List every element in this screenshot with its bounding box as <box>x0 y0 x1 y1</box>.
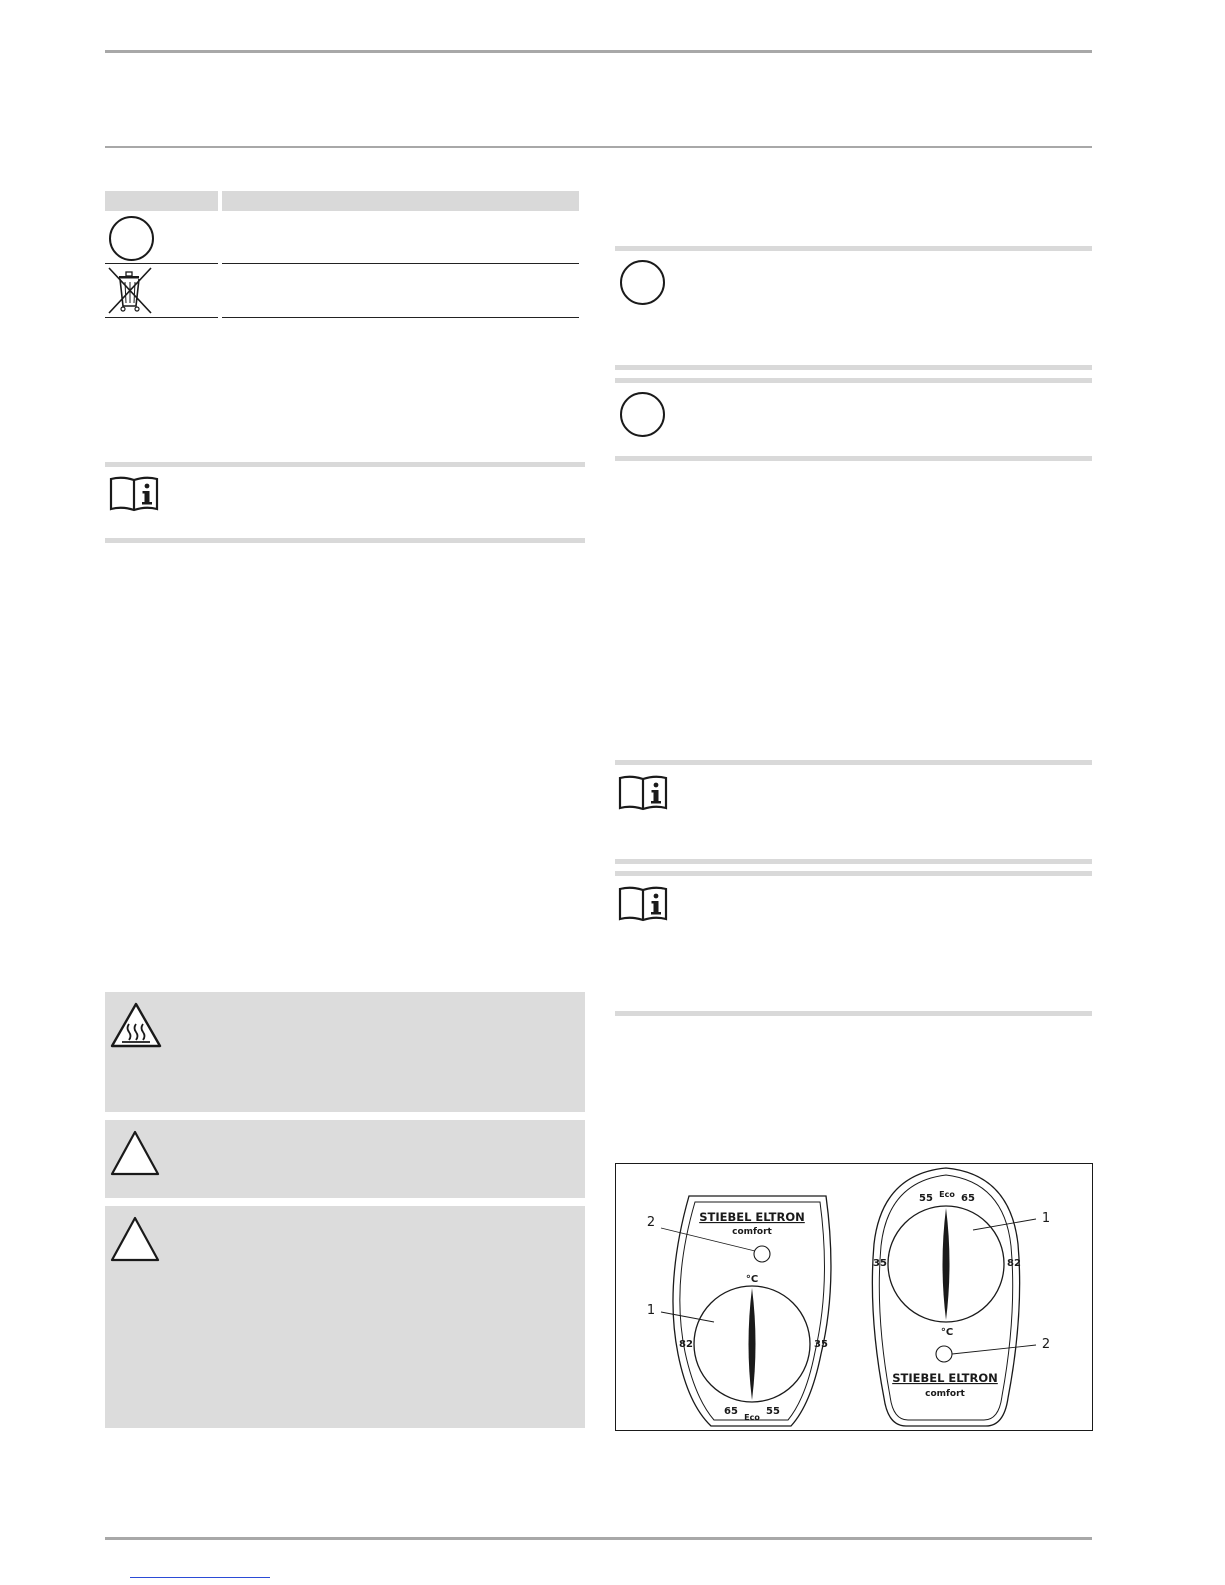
info-block-bottom-bar <box>105 538 585 543</box>
info-book-icon <box>109 475 159 513</box>
model-label: comfort <box>925 1389 965 1399</box>
dial-label-top-right: 65 <box>961 1193 975 1204</box>
control-panel-figure <box>615 1163 1093 1431</box>
left-control-panel <box>647 1196 831 1426</box>
note-block-top-bar <box>615 378 1092 383</box>
footer-rule <box>105 1537 1092 1540</box>
note-circle-icon <box>620 260 665 305</box>
crossed-bin-icon <box>106 266 154 316</box>
callout-1: 1 <box>646 1303 656 1318</box>
info-block-bottom-bar <box>615 1011 1092 1016</box>
warning-triangle-icon <box>110 1216 160 1262</box>
note-block-bottom-bar <box>615 365 1092 370</box>
note-block-bottom-bar <box>615 456 1092 461</box>
note-circle-icon <box>620 392 665 437</box>
note-block-top-bar <box>615 246 1092 251</box>
dial-label-right: 35 <box>814 1339 828 1350</box>
info-block-bottom-bar <box>615 859 1092 864</box>
right-control-panel <box>872 1168 1050 1426</box>
info-book-icon <box>618 774 668 812</box>
callout-1: 1 <box>1041 1211 1051 1226</box>
callout-2: 2 <box>1041 1337 1051 1352</box>
brand-label: STIEBEL ELTRON <box>892 1371 998 1385</box>
hot-surface-warning-icon <box>110 1002 162 1048</box>
symbol-table-header-col1 <box>105 191 218 211</box>
warning-panel <box>105 1120 585 1198</box>
unit-label: °C <box>940 1327 954 1338</box>
dial-label-eco: Eco <box>744 1413 760 1422</box>
dial-knob-grip <box>943 1208 950 1320</box>
warning-triangle-icon <box>110 1130 160 1176</box>
footer-link-underline <box>130 1577 270 1578</box>
dial-label-bottom-right: 55 <box>766 1406 780 1417</box>
dial-label-bottom-left: 65 <box>724 1406 738 1417</box>
info-block-top-bar <box>615 871 1092 876</box>
unit-label: °C <box>745 1274 759 1285</box>
brand-label: STIEBEL ELTRON <box>699 1210 805 1224</box>
dial-label-left: 82 <box>679 1339 693 1350</box>
info-book-icon <box>618 885 668 923</box>
warning-panel <box>105 1206 585 1428</box>
table-row-divider <box>222 317 579 318</box>
callout-2: 2 <box>646 1215 656 1230</box>
table-row-divider <box>105 263 218 264</box>
table-row-divider <box>222 263 579 264</box>
dial-label-left: 35 <box>873 1258 887 1269</box>
info-block-top-bar <box>615 760 1092 765</box>
dial-label-right: 82 <box>1007 1258 1021 1269</box>
table-row-divider <box>105 317 218 318</box>
symbol-table-header-col2 <box>222 191 579 211</box>
indicator-lamp <box>936 1346 952 1362</box>
dial-label-eco: Eco <box>939 1190 955 1199</box>
header-rule-top <box>105 50 1092 53</box>
note-circle-icon <box>109 216 154 261</box>
hot-surface-warning-panel <box>105 992 585 1112</box>
indicator-lamp <box>754 1246 770 1262</box>
model-label: comfort <box>732 1227 772 1237</box>
header-rule-bottom <box>105 146 1092 148</box>
dial-knob-grip <box>749 1288 756 1400</box>
info-block-top-bar <box>105 462 585 467</box>
dial-label-top-left: 55 <box>919 1193 933 1204</box>
